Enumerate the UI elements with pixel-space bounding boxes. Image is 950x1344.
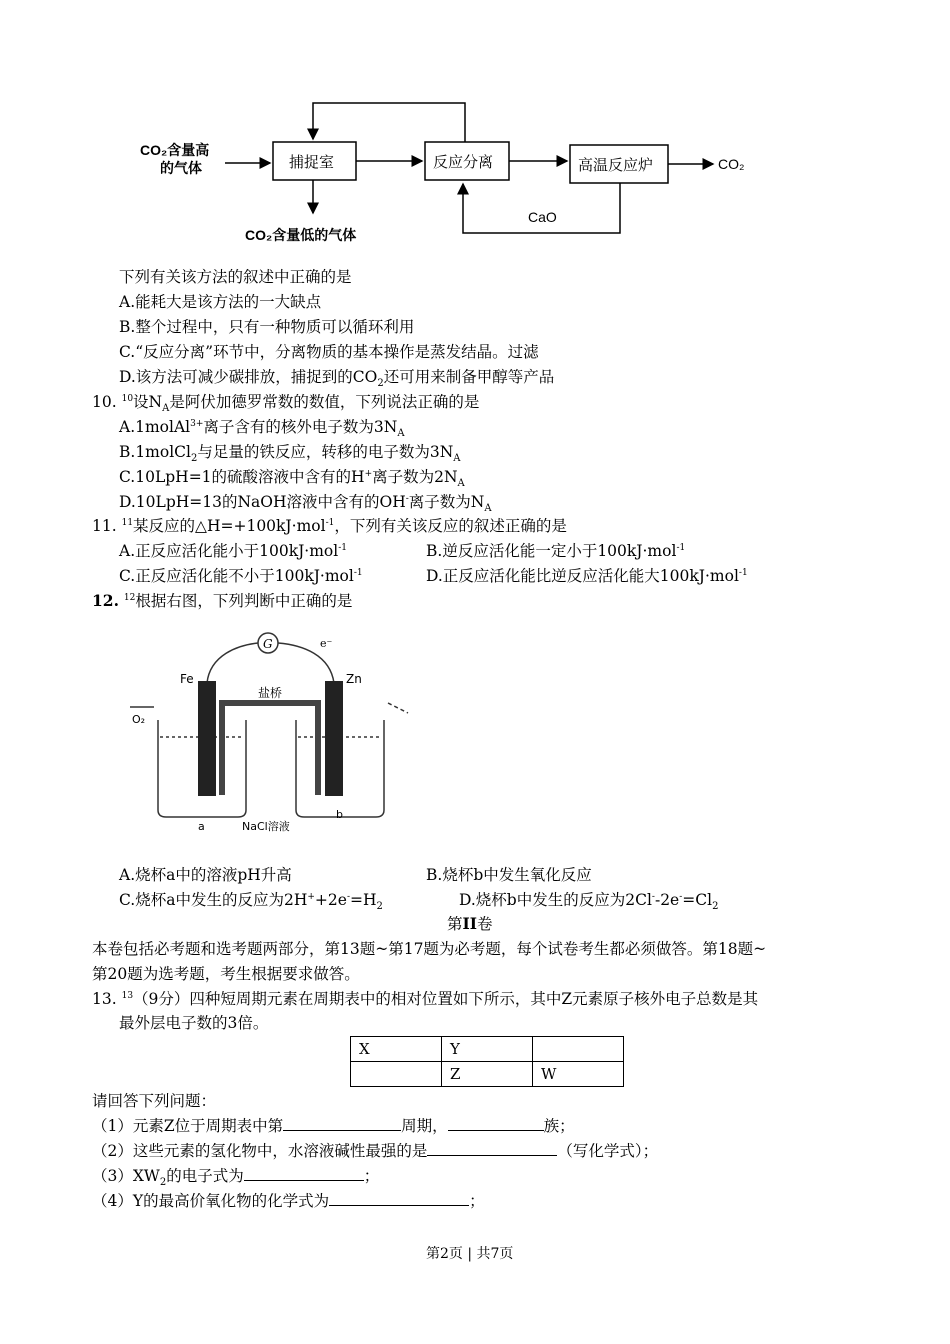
q13-ask: 请回答下列问题： (92, 1092, 217, 1110)
zn-electrode (325, 681, 343, 796)
pt-cell-x: X (351, 1037, 442, 1062)
q11-option-d: D.正反应活化能比逆反应活化能大100kJ·mol$^{-1}$ (426, 567, 748, 585)
reaction-separation-label: 反应分离 (433, 154, 494, 171)
q13-sub1: （1）元素Z位于周期表中第 周期， 族； (92, 1117, 575, 1135)
periodic-table-fragment (350, 1036, 624, 1087)
q9-option-a: A.能耗大是该方法的一大缺点 (119, 293, 322, 311)
cao-label: CaO (528, 209, 557, 225)
low-gas-label: CO₂含量低的气体 (245, 227, 357, 243)
page-footer: 第2页 | 共7页 (426, 1246, 514, 1262)
recycle-loop-top (313, 103, 465, 142)
q11-option-c: C.正反应活化能不小于100kJ·mol$^{-1}$ (119, 567, 363, 585)
q13-sub4: （4）Y的最高价氧化物的化学式为 ； (92, 1192, 485, 1210)
q12-option-b: B.烧杯b中发生氧化反应 (426, 866, 592, 884)
input-gas-label-2: 的气体 (160, 160, 202, 176)
q13-sub3: $(3)XW_2$的电子式为 ； (92, 1167, 380, 1189)
blank-group[interactable] (448, 1116, 544, 1131)
q12-option-c: C.烧杯a中发生的反应为$2H^++2e^-=H_2$ (119, 891, 383, 913)
part2-intro-line2: 第20题为选考题，考生根据要求做答。 (92, 965, 360, 983)
fe-label: Fe (180, 672, 194, 686)
svg-text:G: G (263, 637, 273, 651)
blank-oxide-formula[interactable] (329, 1191, 469, 1206)
salt-bridge (222, 703, 318, 795)
q9-option-d: D.该方法可减少碳排放，捕捉到的$CO_2$还可用来制备甲醇等产品 (119, 368, 555, 390)
q10-stem: 10. $^{10}$设$N_A$是阿伏加德罗常数的数值，下列说法正确的是 (92, 393, 480, 415)
part2-intro-line1: 本卷包括必考题和选考题两部分，第13题~第17题为必考题，每个试卷考生都必须做答。第18题~ (92, 940, 767, 958)
input-gas-label-1: CO₂含量高 (140, 142, 210, 158)
furnace-label: 高温反应炉 (578, 157, 654, 174)
salt-bridge-label: 盐桥 (258, 686, 283, 700)
beaker-a-label: a (198, 820, 205, 833)
blank-electron-formula[interactable] (244, 1166, 364, 1181)
q13-stem-line2: 最外层电子数的3倍。 (119, 1014, 269, 1032)
electron-label: e⁻ (320, 637, 333, 650)
beaker-b-label: b (336, 808, 343, 821)
pt-cell-empty (351, 1062, 442, 1087)
q9-option-c: C.“反应分离”环节中，分离物质的基本操作是蒸发结晶。过滤 (119, 343, 539, 361)
part2-title: 第II卷 (447, 914, 493, 933)
pt-cell-y: Y (442, 1037, 533, 1062)
q12-option-a: A.烧杯a中的溶液pH升高 (119, 866, 292, 884)
output-co2-label: CO₂ (718, 156, 745, 172)
q10-option-d: D.10LpH=13的NaOH溶液中含有的OH-离子数为$N_A$ (119, 493, 492, 515)
q10-option-a: A.1molAl$^{3+}$离子含有的核外电子数为$3N_A$ (119, 418, 405, 440)
capture-room-label: 捕捉室 (289, 154, 335, 171)
q12-option-d: D.烧杯b中发生的反应为$2Cl^--2e^-=Cl_2$ (459, 891, 719, 913)
nacl-label: NaCl溶液 (242, 820, 290, 833)
galvanic-cell-diagram (118, 625, 418, 835)
pt-cell-empty (533, 1037, 624, 1062)
q10-option-b: B.1molCl$_2$与足量的铁反应，转移的电子数为$3N_A$ (119, 443, 461, 465)
blank-period[interactable] (283, 1116, 401, 1131)
q9-option-b: B.整个过程中，只有一种物质可以循环利用 (119, 318, 415, 336)
cao-loop (463, 183, 620, 233)
q13-stem-line1: 13. $^{13}$（9分）四种短周期元素在周期表中的相对位置如下所示，其中Z元素原子核外电子总数是其 (92, 990, 759, 1008)
q11-option-b: B.逆反应活化能一定小于100kJ·mol$^{-1}$ (426, 542, 686, 560)
fe-electrode (198, 681, 216, 796)
zn-label: Zn (346, 672, 362, 686)
o2-label: O₂ (132, 713, 146, 726)
pt-cell-w: W (533, 1062, 624, 1087)
blank-hydride[interactable] (427, 1141, 557, 1156)
q13-sub2: （2）这些元素的氢化物中，水溶液碱性最强的是 （写化学式）； (92, 1142, 659, 1160)
process-flow-diagram (130, 95, 780, 255)
pt-cell-z: Z (442, 1062, 533, 1087)
q11-option-a: A.正反应活化能小于100kJ·mol$^{-1}$ (119, 542, 348, 560)
q11-stem: 11. $^{11}$某反应的△H=+100kJ·mol$^{-1}$，下列有关该反应的叙述正确的是 (92, 517, 567, 535)
q9-stem: 下列有关该方法的叙述中正确的是 (119, 268, 352, 286)
q10-option-c: C.10LpH=1的硫酸溶液中含有的H+离子数为$2N_A$ (119, 468, 465, 490)
q12-stem: 12. $^{12}$根据右图，下列判断中正确的是 (92, 591, 353, 610)
